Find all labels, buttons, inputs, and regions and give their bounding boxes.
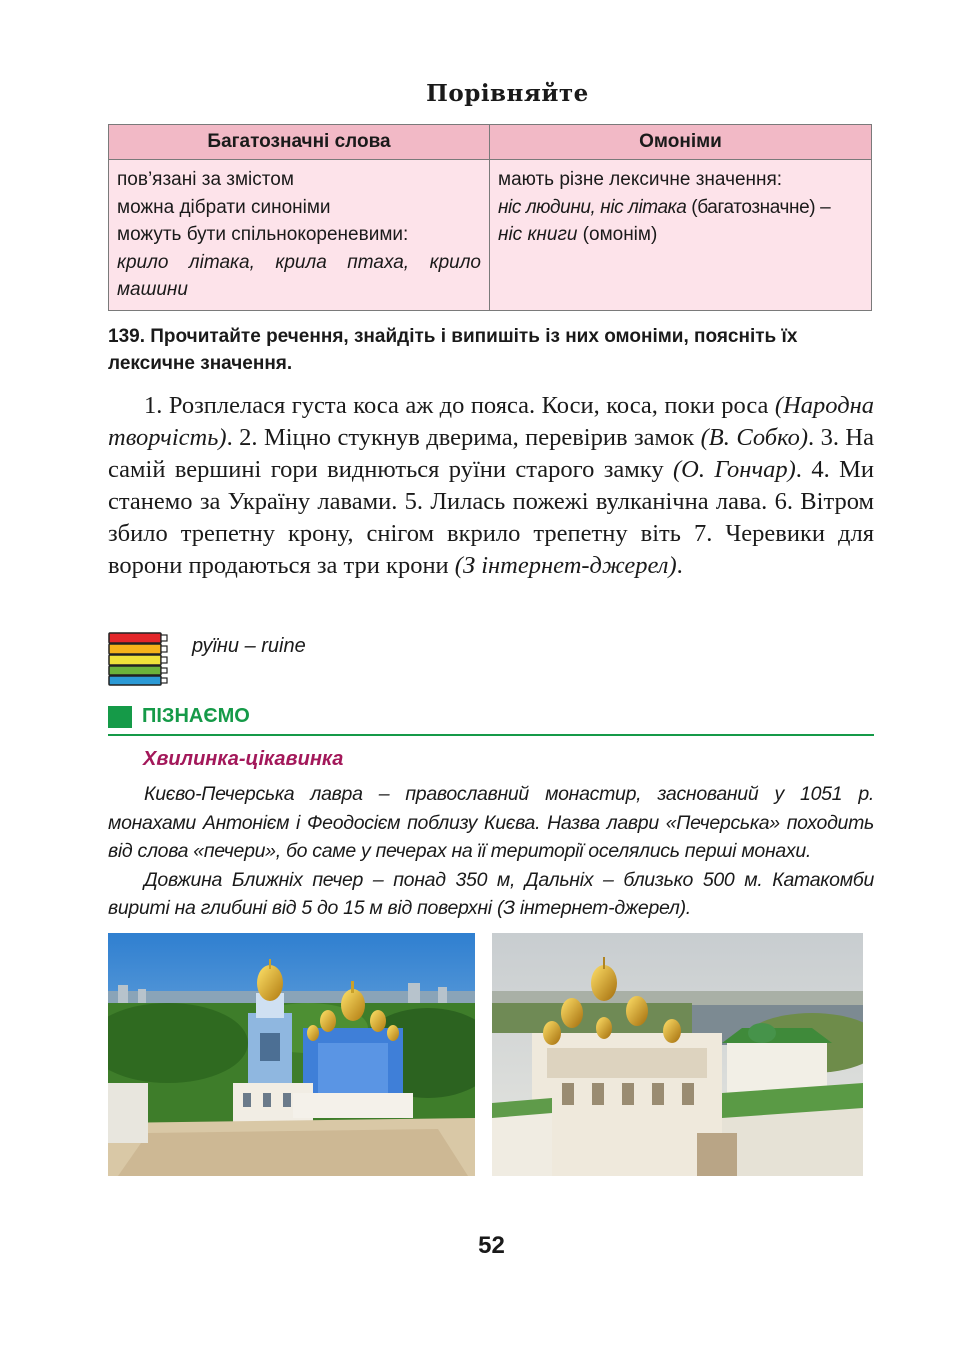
polysemous-line-2: можна дібрати синоніми [117, 196, 331, 218]
homonyms-line-2 [498, 194, 863, 222]
page-number: 52 [478, 1232, 505, 1259]
homonyms-cell [490, 160, 872, 311]
fact-text [108, 780, 874, 923]
monastery-photo-left [108, 933, 475, 1176]
page-heading: Порівняйте [426, 80, 589, 107]
source-citation: (О. Гончар) [673, 456, 796, 483]
comparison-table [108, 124, 872, 311]
exercise-number: 139. [108, 326, 145, 347]
source-citation: (В. Собко) [700, 424, 809, 451]
table-header-polysemous: Багатозначні слова [109, 125, 490, 160]
sentence-text: . 3. На самій вершині гори виднються руїни старого замку [108, 424, 874, 483]
exercise-instruction: Прочитайте речення, знайдіть і випишіть із них омоніми, поясніть їх лексичне значення. [108, 326, 798, 374]
homonyms-note-polysemous: (багатозначне) – [686, 196, 831, 218]
exercise-sentences [108, 390, 874, 582]
homonyms-line-3 [498, 221, 863, 249]
sentence-text: . [676, 552, 683, 579]
section-marker-icon [108, 706, 132, 728]
sentence-text: . 4. Ми станемо за Україну лавами. 5. Лилась пожежі вулканічна лава. 6. Вітром збило трепетну крону, снігом вкрило трепетну віть 7. Черевики для ворони продаються за три крони [108, 456, 874, 579]
section-divider [108, 734, 874, 736]
exercise-task [108, 323, 876, 377]
source-citation: (Народна творчість) [108, 392, 874, 451]
sentence-text: 1. Розплелася густа коса аж до пояса. Коси, коса, поки роса [144, 392, 775, 419]
vocabulary-note: руїни – ruine [192, 635, 306, 657]
sentence-text: . 2. Міцно стукнув дверима, перевірив замок [226, 424, 701, 451]
books-icon [108, 632, 170, 686]
polysemous-example: крило літака, крила птаха, крило машини [117, 251, 481, 300]
table-header-homonyms: Омоніми [490, 125, 872, 160]
homonyms-line-1: мають різне лексичне значення: [498, 169, 783, 190]
polysemous-line-3: можуть бути спільнокореневими: [117, 224, 409, 245]
fact-title: Хвилинка-цікавинка [143, 748, 344, 770]
homonyms-example-homonym: ніс книги [498, 224, 578, 245]
polysemous-line-1: пов’язані за змістом [117, 169, 294, 190]
fact-paragraph-1: Києво-Печерська лавра – православний монастир, заснований у 1051 р. монахами Антонієм і Феодосієм поблизу Києва. Назва лаври «Печерська» походить від слова «печери», бо саме у печерах на її території оселялись перші монахи. [108, 783, 874, 862]
homonyms-note-homonym: (омонім) [577, 224, 658, 245]
fact-paragraph-2: Довжина Ближніх печер – понад 350 м, Дальніх – близько 500 м. Катакомби вириті на глибині від 5 до 15 м від поверхні (З інтернет-джерел). [108, 868, 874, 919]
section-title: ПІЗНАЄМО [142, 705, 250, 727]
monastery-photo-right [492, 933, 863, 1176]
polysemous-cell [109, 160, 490, 311]
source-citation: (З інтернет-джерел) [454, 552, 677, 579]
homonyms-example-polysemous: ніс людини, ніс літака [498, 196, 687, 218]
